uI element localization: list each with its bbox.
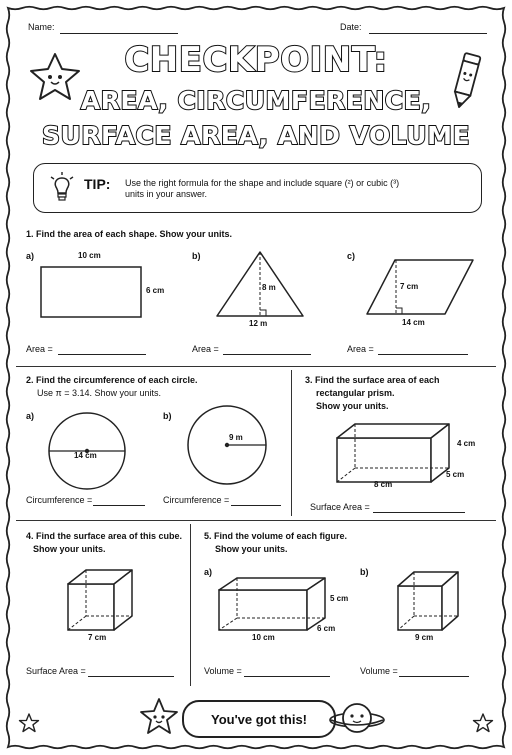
- parallelogram-figure: [365, 258, 475, 316]
- q2b-answer-field[interactable]: [231, 505, 281, 506]
- divider-vertical-1: [291, 370, 292, 516]
- q5a-letter: a): [204, 567, 213, 577]
- title-line-2: AREA, CIRCUMFERENCE,: [80, 86, 432, 115]
- q1c-letter: c): [347, 251, 356, 261]
- date-label: Date:: [340, 22, 362, 32]
- q1-prompt: 1. Find the area of each shape. Show your units.: [26, 229, 233, 239]
- q2b-radius-label: 9 m: [229, 433, 243, 442]
- q1b-base-label: 12 m: [249, 319, 268, 328]
- volume-cube-figure: [397, 570, 459, 632]
- q4-answer-label: Surface Area =: [26, 666, 86, 676]
- q1a-answer-field[interactable]: [58, 354, 146, 355]
- star-mascot-icon: [26, 50, 84, 104]
- title-line-1: CHECKPOINT:: [124, 40, 388, 80]
- tip-text-line-1: Use the right formula for the shape and include square (²) or cubic (³): [125, 178, 400, 188]
- triangle-figure: [215, 250, 305, 320]
- q5a-answer-field[interactable]: [244, 676, 330, 677]
- q4-answer-field[interactable]: [88, 676, 174, 677]
- q5b-edge-label: 9 cm: [415, 633, 434, 642]
- q2a-answer-label: Circumference =: [26, 495, 93, 505]
- volume-prism-figure: [218, 576, 328, 632]
- q2a-answer-field[interactable]: [93, 505, 145, 506]
- q1c-height-label: 7 cm: [400, 282, 419, 291]
- q5-prompt-line-2: Show your units.: [215, 544, 288, 554]
- name-label: Name:: [28, 22, 55, 32]
- q4-prompt-line-1: 4. Find the surface area of this cube.: [26, 531, 183, 541]
- q3-length-label: 8 cm: [374, 480, 393, 489]
- q3-prompt-line-3: Show your units.: [316, 401, 389, 411]
- title-line-3: SURFACE AREA, AND VOLUME: [41, 121, 471, 150]
- small-star-left-icon: [18, 712, 40, 734]
- lightbulb-icon: [48, 171, 76, 203]
- q4-prompt-line-2: Show your units.: [33, 544, 106, 554]
- q1c-answer-label: Area =: [347, 344, 374, 354]
- q1c-answer-field[interactable]: [378, 354, 468, 355]
- q5b-letter: b): [360, 567, 369, 577]
- q5b-answer-label: Volume =: [360, 666, 398, 676]
- q1a-top-label: 10 cm: [78, 251, 101, 260]
- circle-radius-figure: [186, 404, 268, 486]
- q1a-answer-label: Area =: [26, 344, 53, 354]
- q3-answer-field[interactable]: [373, 512, 465, 513]
- rectangular-prism-figure: [336, 422, 456, 484]
- divider-2: [16, 520, 496, 521]
- q3-prompt-line-1: 3. Find the surface area of each: [305, 375, 440, 385]
- encouragement-banner: You've got this!: [182, 700, 336, 738]
- date-field[interactable]: [369, 33, 487, 34]
- name-field[interactable]: [60, 33, 178, 34]
- q1c-base-label: 14 cm: [402, 318, 425, 327]
- q2-prompt-line-1: 2. Find the circumference of each circle.: [26, 375, 198, 385]
- q2a-diameter-label: 14 cm: [74, 451, 97, 460]
- divider-1: [16, 366, 496, 367]
- cube-figure: [67, 568, 135, 632]
- q5a-answer-label: Volume =: [204, 666, 242, 676]
- q1b-answer-label: Area =: [192, 344, 219, 354]
- q1b-answer-field[interactable]: [223, 354, 311, 355]
- divider-vertical-2: [190, 524, 191, 686]
- q3-height-label: 4 cm: [457, 439, 476, 448]
- tip-label: TIP:: [84, 176, 111, 192]
- pencil-mascot-icon: [446, 48, 486, 114]
- q1a-letter: a): [26, 251, 35, 261]
- q1b-height-label: 8 m: [262, 283, 276, 292]
- q5a-height-label: 5 cm: [330, 594, 349, 603]
- q4-edge-label: 7 cm: [88, 633, 107, 642]
- q5a-length-label: 10 cm: [252, 633, 275, 642]
- q3-prompt-line-2: rectangular prism.: [316, 388, 395, 398]
- rectangle-figure: [40, 266, 142, 318]
- q2b-letter: b): [163, 411, 172, 421]
- small-star-right-icon: [472, 712, 494, 734]
- q1a-side-label: 6 cm: [146, 286, 165, 295]
- q5-prompt-line-1: 5. Find the volume of each figure.: [204, 531, 348, 541]
- q2-prompt-line-2: Use π = 3.14. Show your units.: [37, 388, 162, 398]
- q1b-letter: b): [192, 251, 201, 261]
- q2b-answer-label: Circumference =: [163, 495, 230, 505]
- tip-text-line-2: units in your answer.: [125, 189, 208, 199]
- q3-answer-label: Surface Area =: [310, 502, 370, 512]
- q5b-answer-field[interactable]: [399, 676, 469, 677]
- q3-depth-label: 5 cm: [446, 470, 465, 479]
- star-mascot-footer-icon: [138, 696, 180, 738]
- q2a-letter: a): [26, 411, 35, 421]
- q5a-depth-label: 6 cm: [317, 624, 336, 633]
- planet-mascot-icon: [328, 698, 386, 738]
